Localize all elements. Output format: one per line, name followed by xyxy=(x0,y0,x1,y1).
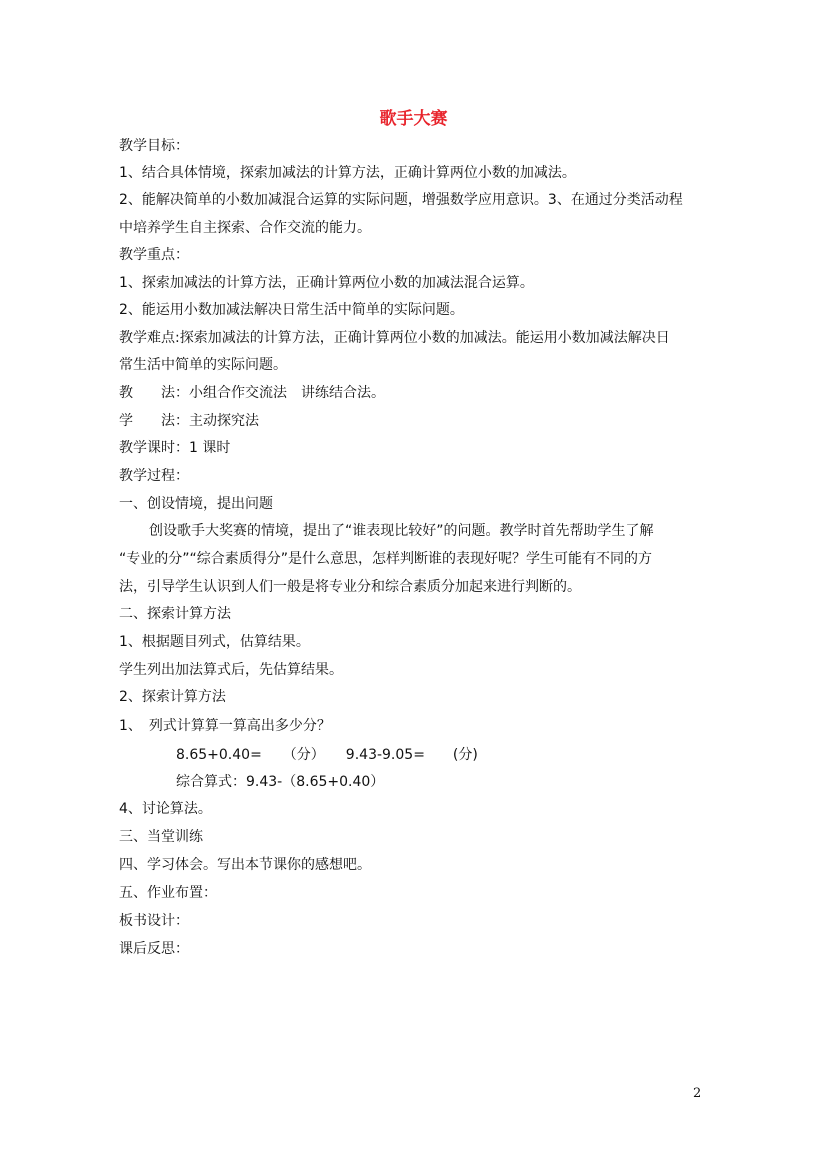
text-line: 法，引导学生认识到人们一般是将专业分和综合素质分加起来进行判断的。 xyxy=(119,579,581,595)
text-line: 1、结合具体情境，探索加减法的计算方法，正确计算两位小数的加减法。 xyxy=(119,165,576,181)
text-line: 2、探索计算方法 xyxy=(119,689,226,705)
formula-line: 8.65+0.40= （分） 9.43-9.05= (分) xyxy=(176,747,478,763)
text-line: 教学过程： xyxy=(119,468,189,484)
text-line: 教学课时：1 课时 xyxy=(119,440,231,456)
text-line: 五、作业布置： xyxy=(119,885,217,901)
text-line: 学 法：主动探究法 xyxy=(119,413,259,429)
text-line: 四、学习体会。写出本节课你的感想吧。 xyxy=(119,857,371,873)
text-line: 三、当堂训练 xyxy=(119,829,203,845)
text-line: 中培养学生自主探索、合作交流的能力。 xyxy=(119,220,371,236)
document-title: 歌手大赛 xyxy=(379,109,448,129)
text-line: 教学目标： xyxy=(119,138,189,154)
formula-line: 综合算式：9.43-（8.65+0.40） xyxy=(176,774,385,790)
text-line: 教 法：小组合作交流法 讲练结合法。 xyxy=(119,385,385,401)
text-line: 二、探索计算方法 xyxy=(119,606,231,622)
text-line: 1、根据题目列式，估算结果。 xyxy=(119,634,310,650)
text-line: 创设歌手大奖赛的情境，提出了“谁表现比较好”的问题。教学时首先帮助学生了解 xyxy=(149,523,654,539)
text-line: 一、创设情境，提出问题 xyxy=(119,496,273,512)
text-line: 2、能运用小数加减法解决日常生活中简单的实际问题。 xyxy=(119,302,464,318)
text-line: 课后反思： xyxy=(119,941,189,957)
text-line: 教学难点:探索加减法的计算方法，正确计算两位小数的加减法。能运用小数加减法解决日 xyxy=(119,330,670,346)
text-line: 学生列出加法算式后，先估算结果。 xyxy=(119,662,343,678)
text-line: “专业的分”“综合素质得分”是什么意思，怎样判断谁的表现好呢？学生可能有不同的方 xyxy=(119,551,653,567)
text-line: 2、能解决简单的小数加减混合运算的实际问题，增强数学应用意识。3、在通过分类活动程 xyxy=(119,192,683,208)
text-line: 板书设计： xyxy=(119,913,189,929)
text-line: 常生活中简单的实际问题。 xyxy=(119,357,287,373)
page-number: 2 xyxy=(693,1086,702,1101)
text-line: 1、探索加减法的计算方法，正确计算两位小数的加减法混合运算。 xyxy=(119,275,534,291)
text-line: 4、讨论算法。 xyxy=(119,801,212,817)
text-line: 1、 列式计算算一算高出多少分？ xyxy=(119,718,331,734)
text-line: 教学重点： xyxy=(119,247,189,263)
